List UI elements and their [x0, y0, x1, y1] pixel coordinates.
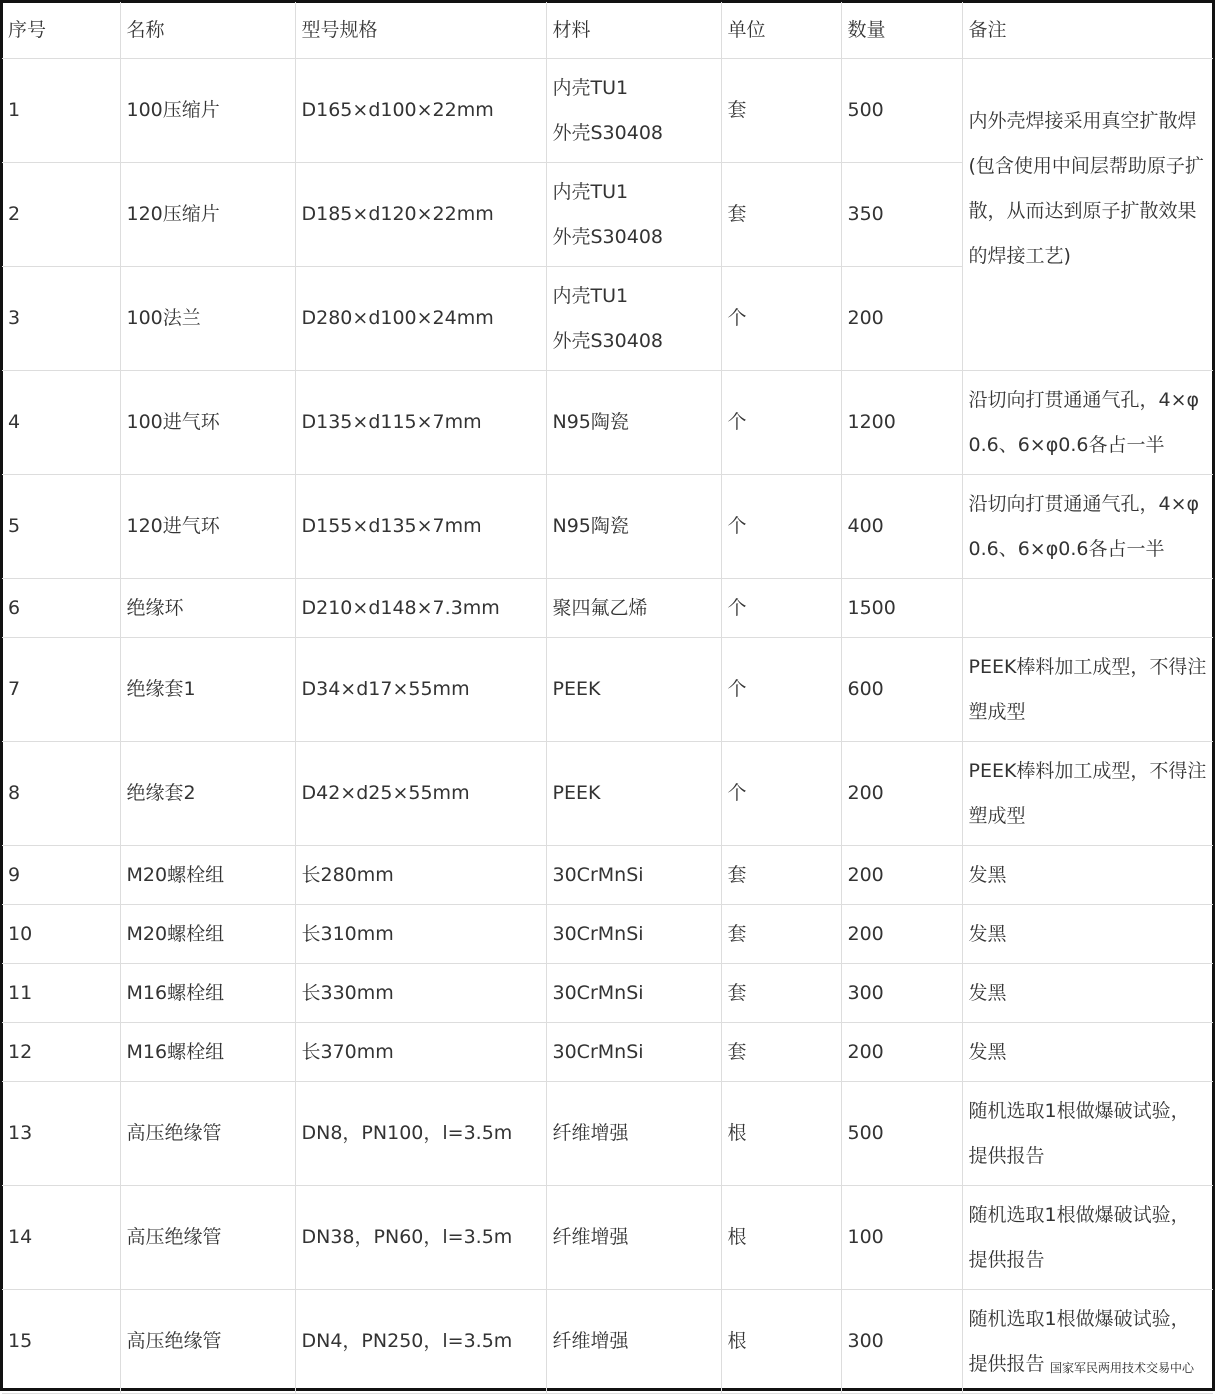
cell-material: [546, 371, 721, 475]
cell-name: 绝缘套2: [120, 742, 295, 846]
cell-material: [546, 267, 721, 371]
cell-unit: 套: [721, 905, 841, 964]
cell-material: [546, 1186, 721, 1290]
cell-name: 100法兰: [120, 267, 295, 371]
cell-material: [546, 964, 721, 1023]
cell-spec: D155×d135×7mm: [295, 475, 546, 579]
cell-unit: 根: [721, 1082, 841, 1186]
watermark: 国家军民两用技术交易中心: [1047, 1358, 1197, 1377]
cell-no: 7: [2, 638, 120, 742]
cell-material: [546, 846, 721, 905]
cell-quantity: 300: [841, 1290, 962, 1394]
cell-spec: DN8，PN100，l=3.5m: [295, 1082, 546, 1186]
cell-quantity: 500: [841, 59, 962, 163]
cell-name: M20螺栓组: [120, 846, 295, 905]
cell-remark: 发黑: [962, 905, 1213, 964]
header-unit: 单位: [721, 2, 841, 59]
table-row: [2, 1023, 1213, 1082]
cell-unit: 个: [721, 579, 841, 638]
table-row: [2, 475, 1213, 579]
cell-remark: 随机选取1根做爆破试验，提供报告: [962, 1082, 1213, 1186]
cell-material: [546, 905, 721, 964]
cell-unit: 个: [721, 638, 841, 742]
cell-remark: 沿切向打贯通通气孔，4×φ0.6、6×φ0.6各占一半: [962, 475, 1213, 579]
cell-spec: 长370mm: [295, 1023, 546, 1082]
material-line: 内壳TU1: [552, 180, 629, 203]
cell-material: [546, 1082, 721, 1186]
cell-name: 高压绝缘管: [120, 1290, 295, 1394]
cell-name: 120进气环: [120, 475, 295, 579]
cell-quantity: 200: [841, 742, 962, 846]
cell-unit: 套: [721, 163, 841, 267]
cell-no: 14: [2, 1186, 120, 1290]
cell-unit: 套: [721, 59, 841, 163]
cell-spec: D280×d100×24mm: [295, 267, 546, 371]
cell-material: [546, 475, 721, 579]
cell-material: [546, 59, 721, 163]
material-line: 30CrMnSi: [552, 1040, 644, 1063]
cell-material: [546, 1290, 721, 1394]
cell-material: [546, 579, 721, 638]
table-row: [2, 579, 1213, 638]
cell-name: 100进气环: [120, 371, 295, 475]
table-row: [2, 59, 1213, 163]
cell-name: M16螺栓组: [120, 964, 295, 1023]
cell-spec: D34×d17×55mm: [295, 638, 546, 742]
material-line: N95陶瓷: [552, 411, 629, 433]
table-row: [2, 1290, 1213, 1394]
cell-spec: 长330mm: [295, 964, 546, 1023]
table-row: [2, 742, 1213, 846]
cell-name: 绝缘环: [120, 579, 295, 638]
table-row: [2, 846, 1213, 905]
material-line: 外壳S30408: [552, 225, 664, 248]
cell-unit: 套: [721, 964, 841, 1023]
cell-remark-merged: 内外壳焊接采用真空扩散焊(包含使用中间层帮助原子扩散，从而达到原子扩散效果的焊接工艺): [962, 59, 1213, 371]
cell-name: M16螺栓组: [120, 1023, 295, 1082]
cell-quantity: 600: [841, 638, 962, 742]
material-line: 30CrMnSi: [552, 981, 644, 1004]
cell-spec: 长310mm: [295, 905, 546, 964]
cell-no: 4: [2, 371, 120, 475]
cell-name: 高压绝缘管: [120, 1082, 295, 1186]
cell-name: M20螺栓组: [120, 905, 295, 964]
cell-unit: 根: [721, 1186, 841, 1290]
cell-material: [546, 742, 721, 846]
header-material: 材料: [546, 2, 721, 59]
cell-remark: PEEK棒料加工成型，不得注塑成型: [962, 638, 1213, 742]
cell-no: 9: [2, 846, 120, 905]
material-line: 内壳TU1: [552, 284, 629, 307]
cell-spec: D135×d115×7mm: [295, 371, 546, 475]
cell-name: 绝缘套1: [120, 638, 295, 742]
cell-no: 3: [2, 267, 120, 371]
header-remark: 备注: [962, 2, 1213, 59]
material-line: 聚四氟乙烯: [552, 596, 648, 619]
cell-remark: PEEK棒料加工成型，不得注塑成型: [962, 742, 1213, 846]
table-header-row: [2, 2, 1213, 59]
cell-no: 1: [2, 59, 120, 163]
cell-quantity: 350: [841, 163, 962, 267]
cell-no: 2: [2, 163, 120, 267]
cell-quantity: 400: [841, 475, 962, 579]
cell-no: 12: [2, 1023, 120, 1082]
cell-no: 15: [2, 1290, 120, 1394]
material-line: 30CrMnSi: [552, 863, 644, 886]
material-line: 内壳TU1: [552, 76, 629, 99]
header-quantity: 数量: [841, 2, 962, 59]
cell-no: 13: [2, 1082, 120, 1186]
material-line: N95陶瓷: [552, 515, 629, 537]
table-row: [2, 371, 1213, 475]
header-name: 名称: [120, 2, 295, 59]
material-line: 外壳S30408: [552, 329, 664, 352]
cell-spec: DN38，PN60，l=3.5m: [295, 1186, 546, 1290]
table-row: [2, 1186, 1213, 1290]
table-row: [2, 638, 1213, 742]
cell-remark: [962, 579, 1213, 638]
cell-unit: 套: [721, 846, 841, 905]
parts-table: [2, 2, 1213, 1394]
material-line: 纤维增强: [552, 1330, 629, 1352]
material-line: PEEK: [552, 782, 601, 804]
header-spec: 型号规格: [295, 2, 546, 59]
cell-no: 10: [2, 905, 120, 964]
cell-remark: 随机选取1根做爆破试验，提供报告: [962, 1186, 1213, 1290]
cell-name: 高压绝缘管: [120, 1186, 295, 1290]
cell-quantity: 500: [841, 1082, 962, 1186]
cell-quantity: 100: [841, 1186, 962, 1290]
material-line: 外壳S30408: [552, 121, 664, 144]
cell-quantity: 1200: [841, 371, 962, 475]
cell-material: [546, 638, 721, 742]
material-line: 纤维增强: [552, 1122, 629, 1144]
cell-material: [546, 1023, 721, 1082]
material-line: 30CrMnSi: [552, 922, 644, 945]
cell-quantity: 200: [841, 267, 962, 371]
cell-unit: 个: [721, 742, 841, 846]
cell-material: [546, 163, 721, 267]
cell-remark: 发黑: [962, 964, 1213, 1023]
cell-quantity: 300: [841, 964, 962, 1023]
material-line: PEEK: [552, 678, 601, 700]
header-no: 序号: [2, 2, 120, 59]
cell-spec: D210×d148×7.3mm: [295, 579, 546, 638]
cell-spec: 长280mm: [295, 846, 546, 905]
cell-no: 5: [2, 475, 120, 579]
cell-unit: 套: [721, 1023, 841, 1082]
cell-no: 11: [2, 964, 120, 1023]
cell-spec: D185×d120×22mm: [295, 163, 546, 267]
table-row: [2, 964, 1213, 1023]
cell-remark: 发黑: [962, 846, 1213, 905]
cell-quantity: 200: [841, 846, 962, 905]
material-line: 纤维增强: [552, 1226, 629, 1248]
cell-no: 6: [2, 579, 120, 638]
cell-quantity: 200: [841, 1023, 962, 1082]
cell-remark: 发黑: [962, 1023, 1213, 1082]
cell-unit: 个: [721, 267, 841, 371]
cell-spec: D165×d100×22mm: [295, 59, 546, 163]
cell-remark: 随机选取1根做爆破试验，提供报告: [962, 1290, 1213, 1394]
cell-quantity: 200: [841, 905, 962, 964]
cell-remark: 沿切向打贯通通气孔，4×φ0.6、6×φ0.6各占一半: [962, 371, 1213, 475]
cell-spec: DN4，PN250，l=3.5m: [295, 1290, 546, 1394]
cell-unit: 个: [721, 475, 841, 579]
cell-no: 8: [2, 742, 120, 846]
cell-spec: D42×d25×55mm: [295, 742, 546, 846]
cell-name: 100压缩片: [120, 59, 295, 163]
cell-unit: 根: [721, 1290, 841, 1394]
cell-unit: 个: [721, 371, 841, 475]
table-row: [2, 1082, 1213, 1186]
cell-quantity: 1500: [841, 579, 962, 638]
cell-name: 120压缩片: [120, 163, 295, 267]
table-row: [2, 905, 1213, 964]
